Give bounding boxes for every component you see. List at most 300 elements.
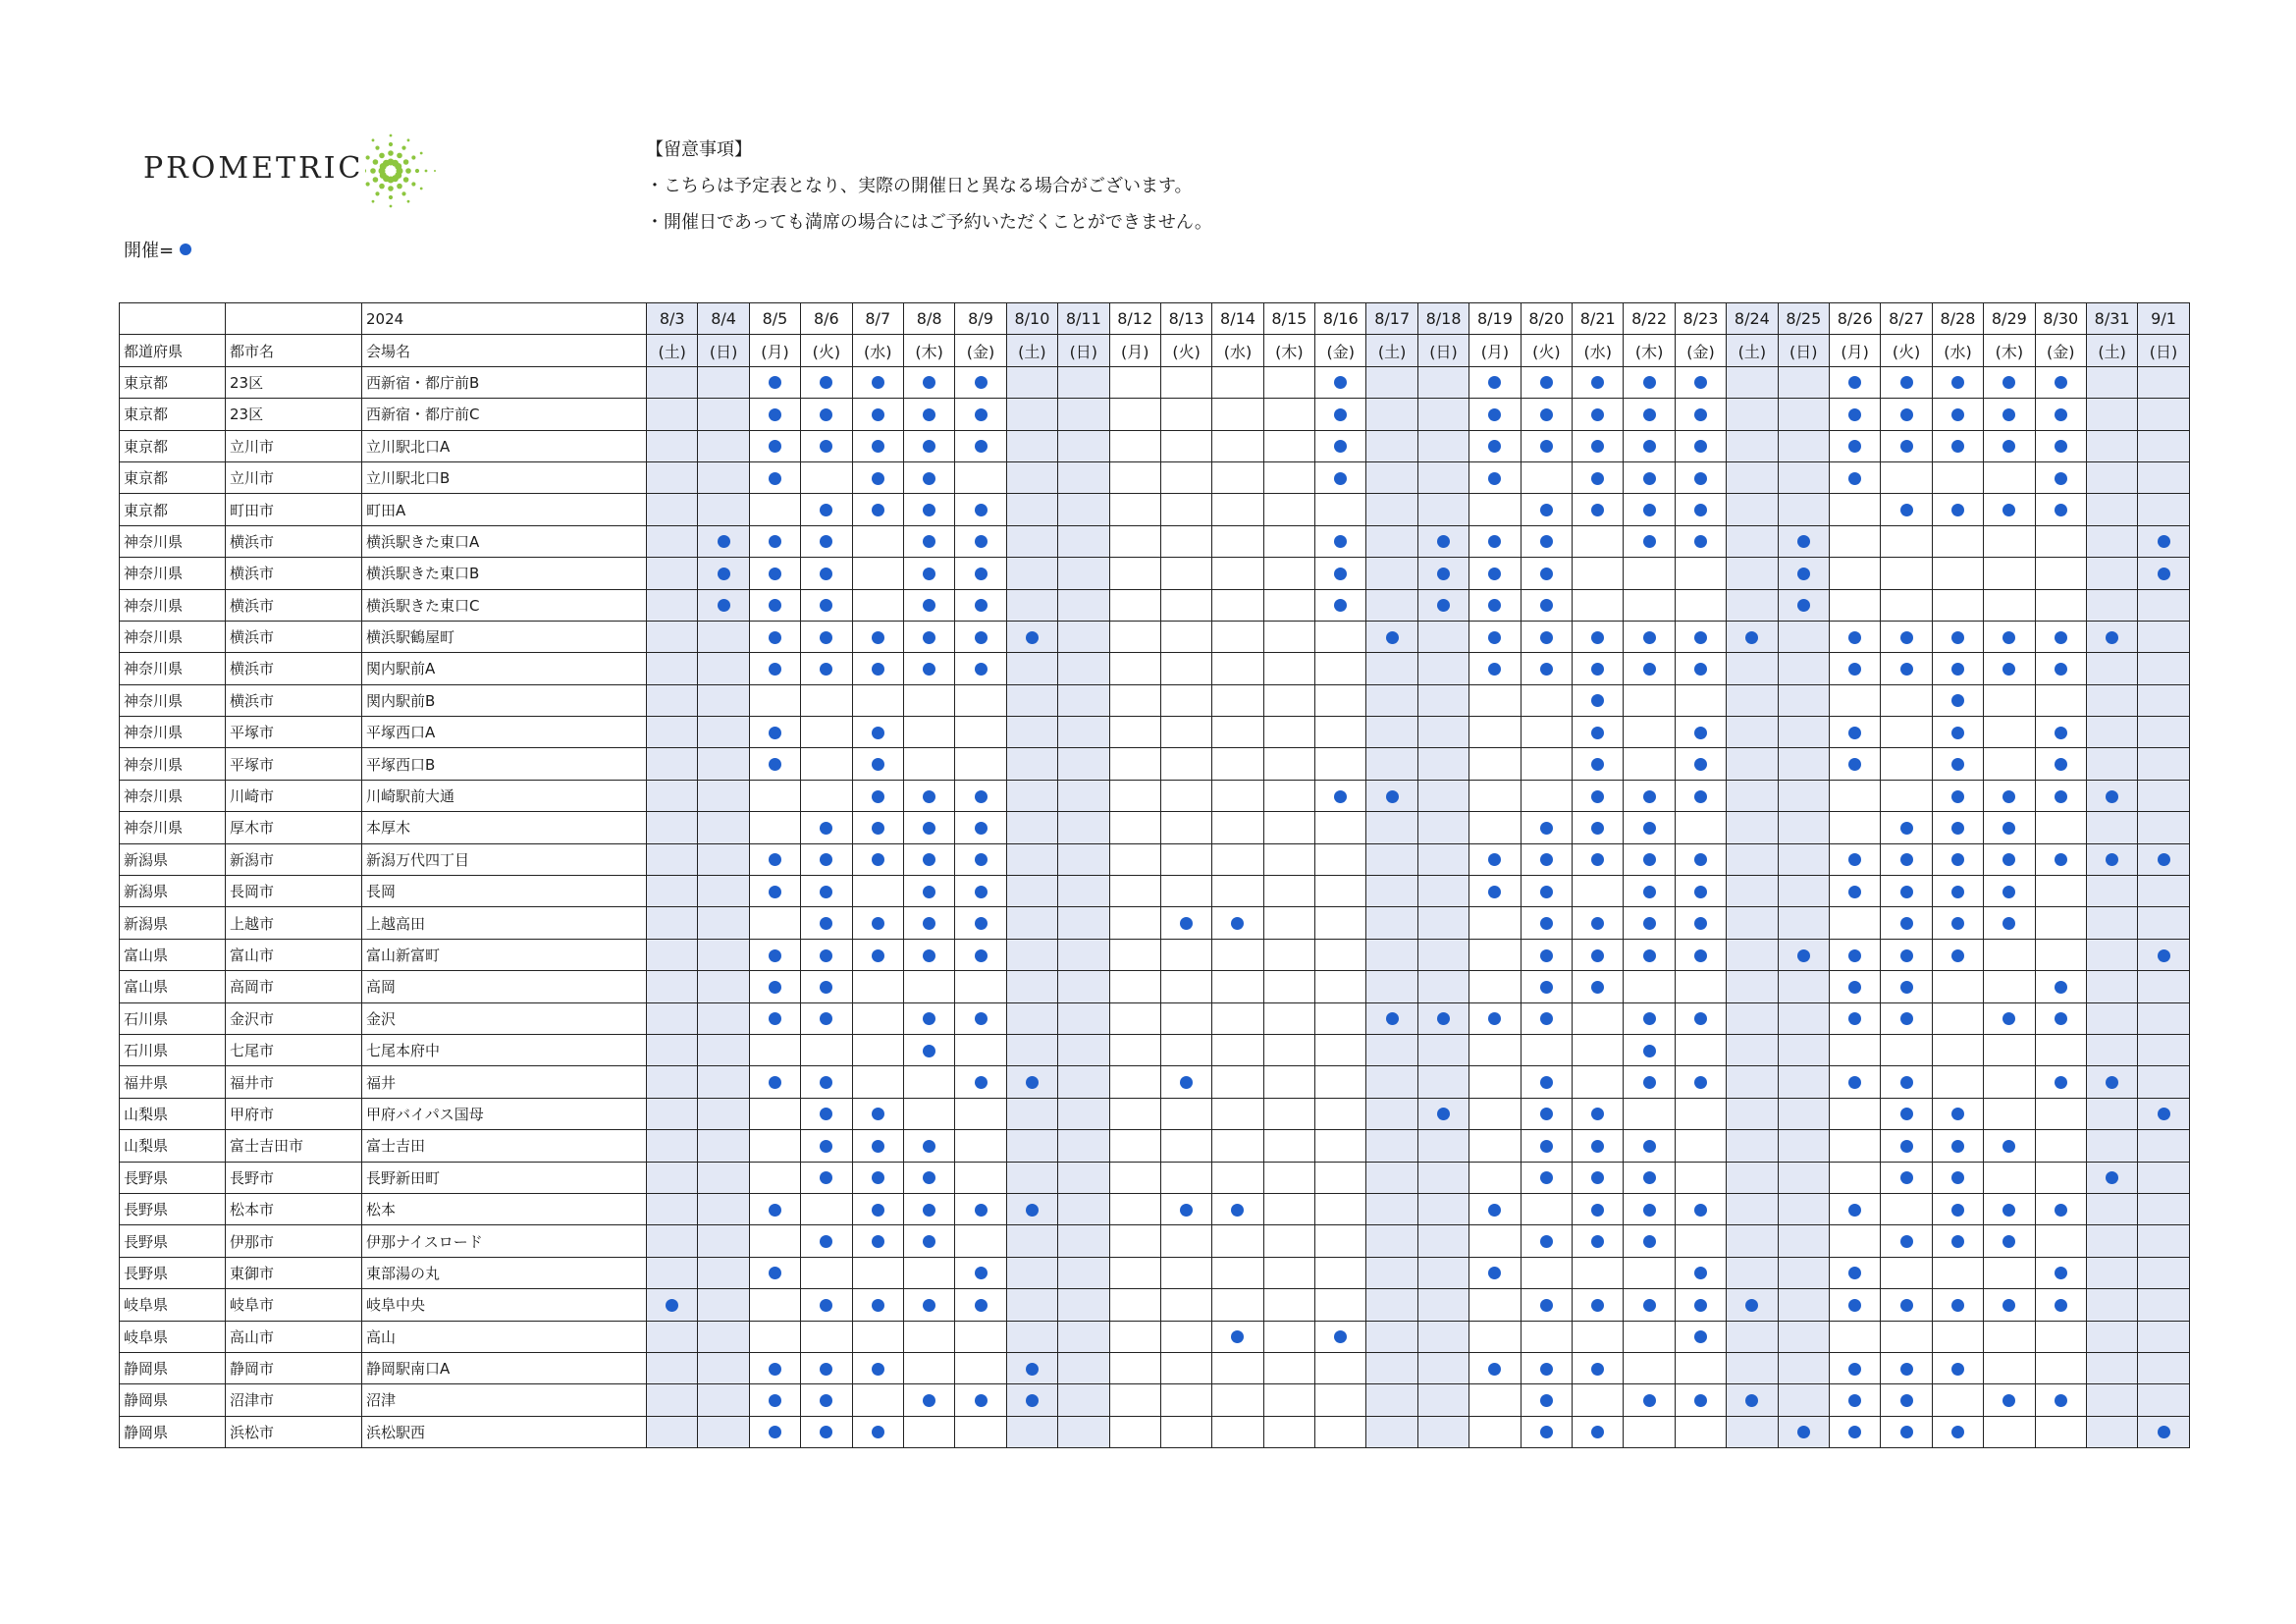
day-cell bbox=[1366, 939, 1417, 970]
held-dot-icon bbox=[2002, 790, 2015, 803]
day-cell bbox=[1160, 1289, 1211, 1321]
held-dot-icon bbox=[872, 631, 884, 644]
day-cell bbox=[1932, 1289, 1983, 1321]
day-cell bbox=[1469, 1352, 1521, 1383]
day-cell bbox=[698, 812, 749, 843]
day-cell bbox=[698, 971, 749, 1002]
table-row bbox=[120, 1066, 2190, 1098]
day-cell bbox=[1058, 589, 1109, 621]
logo-dot bbox=[415, 169, 419, 173]
day-cell bbox=[1315, 1066, 1366, 1098]
held-dot-icon bbox=[1180, 1076, 1193, 1089]
held-dot-icon bbox=[975, 599, 988, 612]
day-cell bbox=[1778, 1162, 1829, 1193]
table-row bbox=[120, 1257, 2190, 1288]
day-cell bbox=[749, 621, 800, 652]
held-dot-icon bbox=[1540, 631, 1553, 644]
day-cell bbox=[2086, 717, 2137, 748]
day-cell bbox=[2035, 812, 2086, 843]
day-cell bbox=[1984, 525, 2035, 557]
table-row bbox=[120, 717, 2190, 748]
day-cell bbox=[2138, 1034, 2189, 1065]
day-cell bbox=[2035, 1384, 2086, 1416]
held-dot-icon bbox=[769, 981, 781, 994]
held-dot-icon bbox=[2158, 535, 2170, 548]
day-cell bbox=[647, 589, 698, 621]
day-cell bbox=[801, 971, 852, 1002]
day-cell bbox=[1778, 366, 1829, 398]
held-dot-icon bbox=[820, 1299, 832, 1312]
logo-dot bbox=[366, 155, 370, 159]
day-cell bbox=[1984, 1225, 2035, 1257]
day-cell bbox=[2035, 684, 2086, 716]
day-cell bbox=[1109, 717, 1160, 748]
day-cell bbox=[1727, 717, 1778, 748]
day-cell bbox=[1212, 971, 1263, 1002]
held-dot-icon bbox=[872, 1140, 884, 1153]
table-row bbox=[120, 876, 2190, 907]
held-dot-icon bbox=[1951, 1235, 1964, 1248]
weekday-header: (水) bbox=[1212, 335, 1263, 366]
day-cell bbox=[955, 366, 1006, 398]
held-dot-icon bbox=[2002, 504, 2015, 516]
date-header: 8/14 bbox=[1212, 303, 1263, 335]
day-cell bbox=[1778, 1321, 1829, 1352]
day-cell bbox=[1109, 494, 1160, 525]
day-cell bbox=[698, 1034, 749, 1065]
day-cell bbox=[1058, 1257, 1109, 1288]
day-cell bbox=[1160, 558, 1211, 589]
day-cell bbox=[1160, 1416, 1211, 1447]
held-dot-icon bbox=[1591, 408, 1604, 421]
day-cell bbox=[1469, 1034, 1521, 1065]
day-cell bbox=[1727, 843, 1778, 875]
day-cell bbox=[1058, 1352, 1109, 1383]
day-cell bbox=[1212, 589, 1263, 621]
held-dot-icon bbox=[2055, 504, 2067, 516]
held-dot-icon bbox=[1488, 1204, 1501, 1217]
logo-dot bbox=[401, 146, 405, 150]
held-dot-icon bbox=[975, 376, 988, 389]
day-cell bbox=[1624, 366, 1675, 398]
day-cell bbox=[955, 780, 1006, 811]
held-dot-icon bbox=[1540, 1171, 1553, 1184]
day-cell bbox=[1109, 1098, 1160, 1129]
held-dot-icon bbox=[1951, 631, 1964, 644]
day-cell bbox=[801, 366, 852, 398]
held-dot-icon bbox=[1900, 1299, 1913, 1312]
table-row bbox=[120, 525, 2190, 557]
day-cell bbox=[2138, 717, 2189, 748]
day-cell bbox=[852, 494, 903, 525]
held-dot-icon bbox=[666, 1299, 678, 1312]
day-cell bbox=[1573, 780, 1624, 811]
held-dot-icon bbox=[975, 1076, 988, 1089]
day-cell bbox=[1932, 876, 1983, 907]
day-cell bbox=[647, 907, 698, 939]
year-label: 2024 bbox=[362, 303, 647, 335]
day-cell bbox=[801, 939, 852, 970]
day-cell bbox=[852, 843, 903, 875]
held-dot-icon bbox=[1231, 1330, 1244, 1343]
day-cell bbox=[1366, 1162, 1417, 1193]
venue-cell: 岐阜中央 bbox=[362, 1289, 647, 1321]
table-row bbox=[120, 939, 2190, 970]
day-cell bbox=[1315, 907, 1366, 939]
held-dot-icon bbox=[975, 408, 988, 421]
day-cell bbox=[1212, 780, 1263, 811]
day-cell bbox=[955, 843, 1006, 875]
day-cell bbox=[1417, 399, 1468, 430]
day-cell bbox=[801, 589, 852, 621]
prefecture-cell: 東京都 bbox=[120, 461, 226, 493]
day-cell bbox=[1984, 1066, 2035, 1098]
day-cell bbox=[955, 684, 1006, 716]
held-dot-icon bbox=[1540, 504, 1553, 516]
day-cell bbox=[1058, 876, 1109, 907]
day-cell bbox=[1366, 1066, 1417, 1098]
day-cell bbox=[903, 494, 954, 525]
prefecture-cell: 長野県 bbox=[120, 1193, 226, 1224]
day-cell bbox=[1984, 399, 2035, 430]
held-dot-icon bbox=[1540, 1076, 1553, 1089]
day-cell bbox=[1727, 1321, 1778, 1352]
prefecture-cell: 山梨県 bbox=[120, 1130, 226, 1162]
venue-cell: 立川駅北口B bbox=[362, 461, 647, 493]
day-cell bbox=[647, 939, 698, 970]
day-cell bbox=[1212, 494, 1263, 525]
day-cell bbox=[1109, 907, 1160, 939]
day-cell bbox=[1469, 1002, 1521, 1034]
day-cell bbox=[1263, 939, 1314, 970]
day-cell bbox=[801, 748, 852, 780]
held-dot-icon bbox=[1591, 981, 1604, 994]
day-cell bbox=[1263, 558, 1314, 589]
day-cell bbox=[1932, 461, 1983, 493]
logo-dot bbox=[397, 184, 402, 189]
held-dot-icon bbox=[1591, 853, 1604, 866]
date-header: 8/12 bbox=[1109, 303, 1160, 335]
day-cell bbox=[1212, 1352, 1263, 1383]
day-cell bbox=[1469, 843, 1521, 875]
day-cell bbox=[1263, 717, 1314, 748]
day-cell bbox=[1881, 1066, 1932, 1098]
date-header: 8/25 bbox=[1778, 303, 1829, 335]
day-cell bbox=[1263, 1416, 1314, 1447]
day-cell bbox=[1573, 684, 1624, 716]
day-cell bbox=[1727, 1193, 1778, 1224]
held-dot-icon bbox=[1848, 727, 1861, 739]
held-dot-icon bbox=[1488, 599, 1501, 612]
held-dot-icon bbox=[2055, 1267, 2067, 1279]
day-cell bbox=[1624, 589, 1675, 621]
day-cell bbox=[698, 843, 749, 875]
day-cell bbox=[1263, 843, 1314, 875]
venue-cell: 伊那ナイスロード bbox=[362, 1225, 647, 1257]
day-cell bbox=[2086, 494, 2137, 525]
day-cell bbox=[1006, 1034, 1057, 1065]
day-cell bbox=[955, 1034, 1006, 1065]
day-cell bbox=[1727, 1162, 1778, 1193]
day-cell bbox=[2138, 366, 2189, 398]
held-dot-icon bbox=[1797, 1426, 1810, 1438]
held-dot-icon bbox=[923, 822, 935, 835]
logo-dot bbox=[434, 170, 436, 172]
held-dot-icon bbox=[1694, 727, 1707, 739]
city-cell: 高岡市 bbox=[226, 971, 362, 1002]
day-cell bbox=[2086, 1162, 2137, 1193]
held-dot-icon bbox=[1745, 631, 1758, 644]
held-dot-icon bbox=[2055, 1299, 2067, 1312]
held-dot-icon bbox=[1900, 1108, 1913, 1120]
day-cell bbox=[1263, 1193, 1314, 1224]
day-cell bbox=[1778, 430, 1829, 461]
day-cell bbox=[801, 1066, 852, 1098]
held-dot-icon bbox=[1437, 1108, 1450, 1120]
day-cell bbox=[852, 876, 903, 907]
held-dot-icon bbox=[1643, 790, 1656, 803]
date-header: 8/23 bbox=[1675, 303, 1726, 335]
held-dot-icon bbox=[1694, 1267, 1707, 1279]
day-cell bbox=[1521, 843, 1572, 875]
venue-cell: 本厚木 bbox=[362, 812, 647, 843]
held-dot-icon bbox=[2158, 1426, 2170, 1438]
held-dot-icon bbox=[923, 440, 935, 453]
held-dot-icon bbox=[1334, 599, 1347, 612]
day-cell bbox=[1881, 907, 1932, 939]
day-cell bbox=[1727, 1225, 1778, 1257]
notes-block bbox=[646, 132, 1212, 241]
day-cell bbox=[749, 907, 800, 939]
day-cell bbox=[1058, 907, 1109, 939]
day-cell bbox=[1521, 525, 1572, 557]
held-dot-icon bbox=[975, 1267, 988, 1279]
day-cell bbox=[1315, 461, 1366, 493]
day-cell bbox=[903, 748, 954, 780]
day-cell bbox=[2138, 1098, 2189, 1129]
held-dot-icon bbox=[1694, 1299, 1707, 1312]
day-cell bbox=[955, 1289, 1006, 1321]
held-dot-icon bbox=[923, 631, 935, 644]
city-cell: 長岡市 bbox=[226, 876, 362, 907]
day-cell bbox=[1521, 1321, 1572, 1352]
date-header: 8/4 bbox=[698, 303, 749, 335]
day-cell bbox=[1109, 525, 1160, 557]
day-cell bbox=[698, 1416, 749, 1447]
day-cell bbox=[698, 780, 749, 811]
day-cell bbox=[1417, 1130, 1468, 1162]
day-cell bbox=[801, 621, 852, 652]
day-cell bbox=[1315, 1321, 1366, 1352]
day-cell bbox=[1109, 399, 1160, 430]
day-cell bbox=[1160, 780, 1211, 811]
day-cell bbox=[801, 907, 852, 939]
day-cell bbox=[955, 1162, 1006, 1193]
held-dot-icon bbox=[1951, 376, 1964, 389]
day-cell bbox=[698, 876, 749, 907]
prefecture-cell: 静岡県 bbox=[120, 1352, 226, 1383]
venue-cell: 平塚西口A bbox=[362, 717, 647, 748]
held-dot-icon bbox=[1900, 1012, 1913, 1025]
day-cell bbox=[852, 1130, 903, 1162]
day-cell bbox=[1058, 1002, 1109, 1034]
day-cell bbox=[1366, 1034, 1417, 1065]
day-cell bbox=[1315, 525, 1366, 557]
day-cell bbox=[2035, 1162, 2086, 1193]
day-cell bbox=[2086, 1352, 2137, 1383]
day-cell bbox=[1469, 494, 1521, 525]
day-cell bbox=[1160, 1162, 1211, 1193]
day-cell bbox=[1829, 589, 1880, 621]
day-cell bbox=[1006, 1384, 1057, 1416]
day-cell bbox=[647, 461, 698, 493]
day-cell bbox=[1932, 1321, 1983, 1352]
day-cell bbox=[1573, 1384, 1624, 1416]
day-cell bbox=[2086, 1130, 2137, 1162]
weekday-header: (月) bbox=[1109, 335, 1160, 366]
venue-cell: 上越高田 bbox=[362, 907, 647, 939]
day-cell bbox=[749, 717, 800, 748]
day-cell bbox=[1881, 1162, 1932, 1193]
day-cell bbox=[1366, 1352, 1417, 1383]
held-dot-icon bbox=[975, 535, 988, 548]
day-cell bbox=[1160, 525, 1211, 557]
day-cell bbox=[1109, 1034, 1160, 1065]
held-dot-icon bbox=[1694, 790, 1707, 803]
day-cell bbox=[1263, 1289, 1314, 1321]
held-dot-icon bbox=[1643, 1235, 1656, 1248]
held-dot-icon bbox=[1540, 853, 1553, 866]
day-cell bbox=[2035, 1130, 2086, 1162]
day-cell bbox=[1109, 1257, 1160, 1288]
day-cell bbox=[2138, 1130, 2189, 1162]
day-cell bbox=[1058, 1130, 1109, 1162]
table-row bbox=[120, 589, 2190, 621]
day-cell bbox=[801, 780, 852, 811]
day-cell bbox=[1727, 1352, 1778, 1383]
held-dot-icon bbox=[2055, 853, 2067, 866]
held-dot-icon bbox=[923, 886, 935, 898]
day-cell bbox=[2138, 1352, 2189, 1383]
held-dot-icon bbox=[1900, 631, 1913, 644]
day-cell bbox=[647, 748, 698, 780]
logo-dot bbox=[390, 135, 393, 137]
held-dot-icon bbox=[2055, 758, 2067, 771]
day-cell bbox=[1881, 876, 1932, 907]
day-cell bbox=[1881, 939, 1932, 970]
day-cell bbox=[1315, 558, 1366, 589]
day-cell bbox=[903, 971, 954, 1002]
prefecture-cell: 山梨県 bbox=[120, 1098, 226, 1129]
day-cell bbox=[647, 843, 698, 875]
held-dot-icon bbox=[1643, 631, 1656, 644]
day-cell bbox=[1058, 1321, 1109, 1352]
held-dot-icon bbox=[820, 1108, 832, 1120]
day-cell bbox=[1058, 1416, 1109, 1447]
day-cell bbox=[749, 939, 800, 970]
day-cell bbox=[801, 1257, 852, 1288]
day-cell bbox=[1932, 812, 1983, 843]
held-dot-icon bbox=[1488, 853, 1501, 866]
held-dot-icon bbox=[1900, 1394, 1913, 1407]
day-cell bbox=[1573, 653, 1624, 684]
day-cell bbox=[1366, 1289, 1417, 1321]
venue-cell: 横浜駅きた東口B bbox=[362, 558, 647, 589]
day-cell bbox=[1006, 589, 1057, 621]
day-cell bbox=[1984, 558, 2035, 589]
day-cell bbox=[2138, 907, 2189, 939]
day-cell bbox=[1160, 1193, 1211, 1224]
day-cell bbox=[2086, 1002, 2137, 1034]
day-cell bbox=[749, 430, 800, 461]
held-dot-icon bbox=[1540, 599, 1553, 612]
held-dot-icon bbox=[1591, 440, 1604, 453]
logo-dot bbox=[373, 159, 379, 165]
day-cell bbox=[1573, 558, 1624, 589]
day-cell bbox=[1160, 971, 1211, 1002]
day-cell bbox=[801, 430, 852, 461]
day-cell bbox=[955, 430, 1006, 461]
day-cell bbox=[2035, 621, 2086, 652]
day-cell bbox=[1881, 1384, 1932, 1416]
logo-dot bbox=[403, 159, 409, 165]
day-cell bbox=[1778, 1066, 1829, 1098]
day-cell bbox=[749, 780, 800, 811]
day-cell bbox=[1263, 876, 1314, 907]
day-cell bbox=[1109, 1162, 1160, 1193]
table-row bbox=[120, 1130, 2190, 1162]
day-cell bbox=[1521, 748, 1572, 780]
held-dot-icon bbox=[1745, 1299, 1758, 1312]
day-cell bbox=[1263, 1002, 1314, 1034]
day-cell bbox=[955, 812, 1006, 843]
day-cell bbox=[698, 1002, 749, 1034]
day-cell bbox=[1521, 1416, 1572, 1447]
day-cell bbox=[2086, 1098, 2137, 1129]
day-cell bbox=[2138, 1384, 2189, 1416]
day-cell bbox=[801, 684, 852, 716]
venue-cell: 立川駅北口A bbox=[362, 430, 647, 461]
day-cell bbox=[2086, 461, 2137, 493]
day-cell bbox=[1624, 939, 1675, 970]
day-cell bbox=[2035, 558, 2086, 589]
day-cell bbox=[1469, 653, 1521, 684]
day-cell bbox=[852, 684, 903, 716]
day-cell bbox=[1675, 366, 1726, 398]
day-cell bbox=[647, 1034, 698, 1065]
day-cell bbox=[2035, 1098, 2086, 1129]
day-cell bbox=[1624, 907, 1675, 939]
held-dot-icon bbox=[1488, 568, 1501, 580]
day-cell bbox=[749, 1321, 800, 1352]
day-cell bbox=[1521, 1257, 1572, 1288]
day-cell bbox=[2086, 1416, 2137, 1447]
day-cell bbox=[1006, 1130, 1057, 1162]
city-cell: 平塚市 bbox=[226, 717, 362, 748]
day-cell bbox=[1932, 1416, 1983, 1447]
legend-dot-icon bbox=[180, 244, 191, 255]
day-cell bbox=[1315, 1416, 1366, 1447]
day-cell bbox=[698, 1130, 749, 1162]
table-row bbox=[120, 780, 2190, 811]
day-cell bbox=[1675, 525, 1726, 557]
day-cell bbox=[1778, 525, 1829, 557]
day-cell bbox=[1315, 717, 1366, 748]
day-cell bbox=[1624, 1193, 1675, 1224]
held-dot-icon bbox=[975, 663, 988, 676]
held-dot-icon bbox=[872, 1204, 884, 1217]
day-cell bbox=[749, 653, 800, 684]
